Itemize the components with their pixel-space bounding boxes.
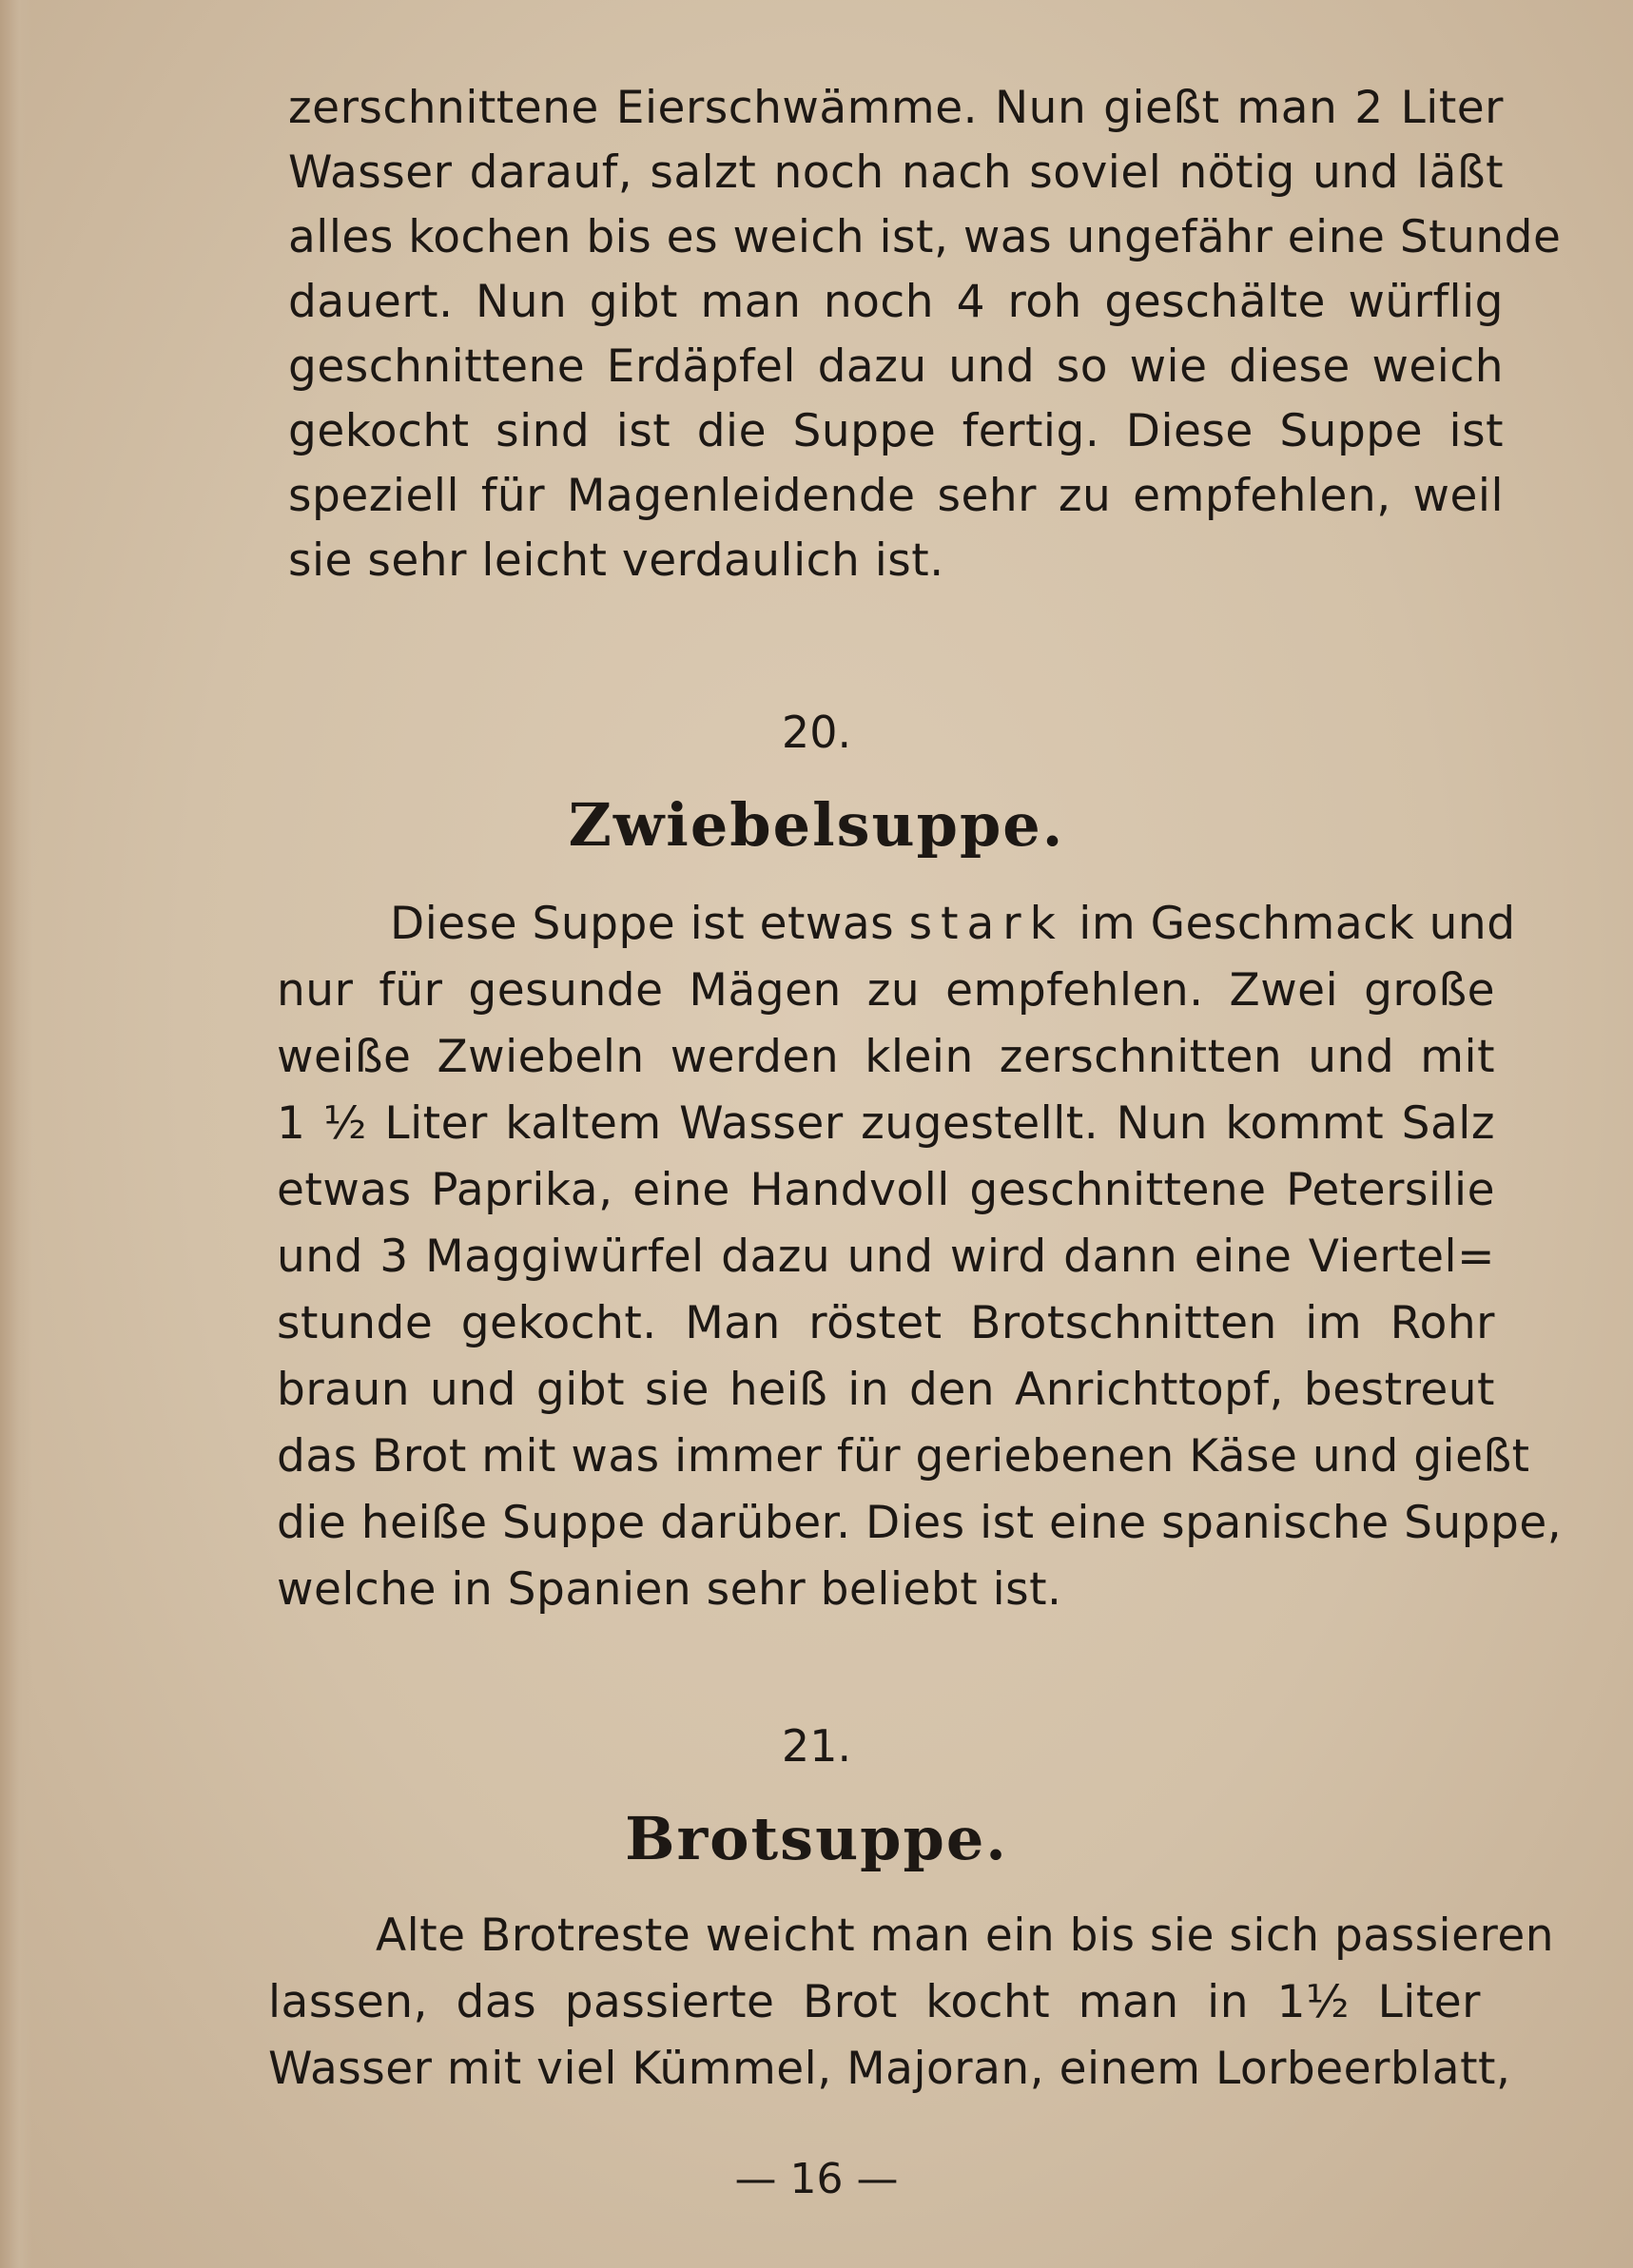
intro-line: Wasser darauf, salzt noch nach soviel nötig und läßt <box>288 146 1504 199</box>
recipe-line: lassen, das passierte Brot kocht man in 1½ Liter <box>268 1976 1481 2028</box>
intro-line: dauert. Nun gibt man noch 4 roh geschälte würflig <box>288 276 1504 328</box>
recipe-line: nur für gesunde Mägen zu empfehlen. Zwei große <box>277 964 1495 1017</box>
recipe-number: 20. <box>781 707 852 758</box>
recipe-title: Zwiebelsuppe. <box>568 790 1065 860</box>
emphasized-word: stark <box>908 898 1064 950</box>
intro-line: alles kochen bis es weich ist, was ungefähr eine Stunde <box>288 211 1562 263</box>
recipe-line <box>390 896 1516 953</box>
intro-line: sie sehr leicht verdaulich ist. <box>288 534 944 587</box>
text-run: im Geschmack und <box>1063 898 1516 950</box>
recipe-line: etwas Paprika, eine Handvoll geschnittene Petersilie <box>277 1164 1495 1216</box>
recipe-line: Wasser mit viel Kümmel, Majoran, einem Lorbeerblatt, <box>268 2043 1511 2095</box>
intro-line: zerschnittene Eierschwämme. Nun gießt man 2 Liter <box>288 82 1504 134</box>
recipe-line: und 3 Maggiwürfel dazu und wird dann eine Viertel= <box>277 1231 1495 1283</box>
recipe-line: stunde gekocht. Man röstet Brotschnitten im Rohr <box>277 1297 1495 1349</box>
recipe-line: das Brot mit was immer für geriebenen Käse und gießt <box>277 1430 1530 1483</box>
recipe-line: weiße Zwiebeln werden klein zerschnitten und mit <box>277 1031 1495 1083</box>
recipe-line: 1 ½ Liter kaltem Wasser zugestellt. Nun kommt Salz <box>277 1097 1495 1150</box>
recipe-line: die heiße Suppe darüber. Dies ist eine spanische Suppe, <box>277 1497 1563 1549</box>
page-binding-edge <box>0 0 32 2268</box>
recipe-title: Brotsuppe. <box>625 1804 1008 1873</box>
recipe-line: Alte Brotreste weicht man ein bis sie sich passieren <box>376 1909 1555 1962</box>
recipe-line: welche in Spanien sehr beliebt ist. <box>277 1563 1062 1616</box>
page-number: — 16 — <box>734 2155 899 2203</box>
intro-line: gekocht sind ist die Suppe fertig. Diese Suppe ist <box>288 405 1504 457</box>
recipe-line: braun und gibt sie heiß in den Anrichttopf, bestreut <box>277 1364 1495 1416</box>
text-run: Diese Suppe ist etwas <box>390 898 909 950</box>
intro-line: speziell für Magenleidende sehr zu empfehlen, weil <box>288 470 1504 522</box>
recipe-number: 21. <box>781 1720 852 1772</box>
intro-line: geschnittene Erdäpfel dazu und so wie diese weich <box>288 340 1504 393</box>
